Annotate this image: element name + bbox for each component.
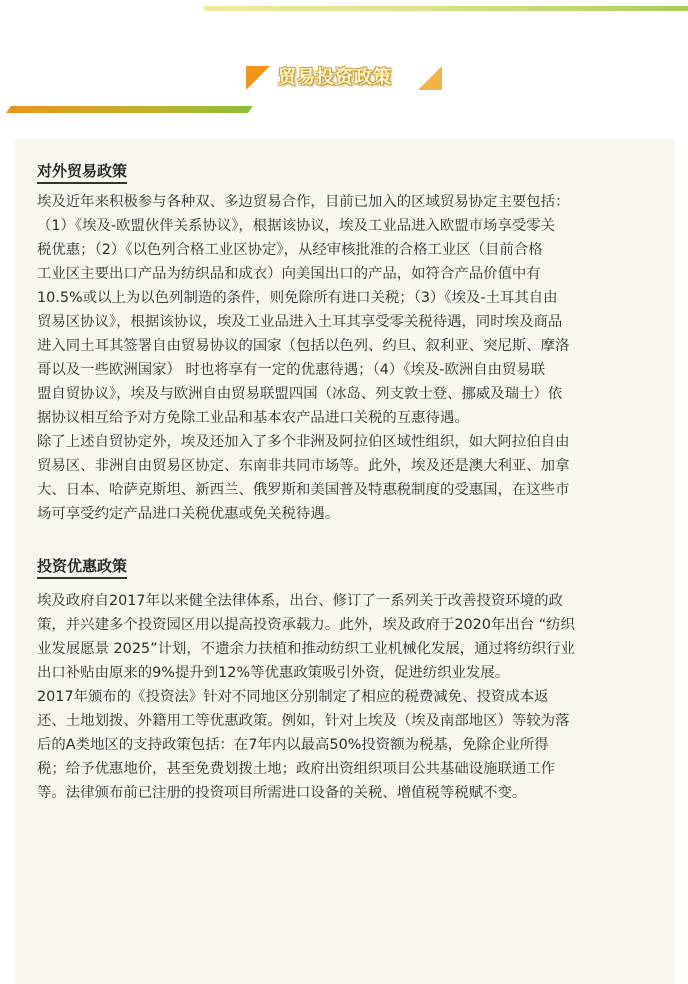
page-title: 贸易投资政策 [278,67,392,88]
left-triangle-ornament [246,66,270,90]
content-panel [15,139,675,984]
investment-paragraph-1: 埃及政府自2017年以来健全法律体系，出台、修订了一系列关于改善投资环境的政 策，并兴建多个投资园区用以提高投资承载力。此外，埃及政府于2020年出台 “纺织 业发展愿景 2025”计划，不遗余力扶植和推动纺织工业机械化发展，通过将纺织行业 出口补贴由原来的9%提升到12%等优惠政策吸引外资，促进纺织业发展。 [37,593,575,681]
content-body [37,161,665,805]
trade-paragraph-1: 埃及近年来积极参与各种双、多边贸易合作，目前已加入的区域贸易协定主要包括： （1）《埃及-欧盟伙伴关系协议》，根据该协议，埃及工业品进入欧盟市场享受零关 税优惠；（2）《以色列合格工业区协定》，从经审核批准的合格工业区（目前合格 工业区主要出口产品为纺织品和成衣）向美国出口的产品，如符合产品价值中有 10.5%或以上为以色列制造的条件，则免除所有进口关税；（3）《埃及-土耳其自由 贸易区协议》，根据该协议，埃及工业品进入土耳其享受零关税待遇，同时埃及商品 进入同土耳其签署自由贸易协议的国家（包括以色列、约旦、叙利亚、突尼斯、摩洛 哥以及一些欧洲国家） 时也将享有一定的优惠待遇；（4）《埃及-欧洲自由贸易联 盟自贸协议》，埃及与欧洲自由贸易联盟四国（冰岛、列支敦士登、挪威及瑞士）依 据协议相互给予对方免除工业品和基本农产品进口关税的互惠待遇。 [37,194,570,426]
right-triangle-ornament [418,66,442,90]
section-title-trade: 对外贸易政策 [37,161,127,184]
top-decorative-stripe [204,6,688,11]
investment-paragraph-2: 2017年颁布的《投资法》针对不同地区分别制定了相应的税费减免、投资成本返 还、土地划拨、外籍用工等优惠政策。例如，针对上埃及（埃及南部地区）等较为落 后的A类地区的支持政策包括：在7年内以最高50%投资额为税基，免除企业所得 税；给予优惠地价，甚至免费划拨土地；政府出资组织项目公共基础设施联通工作 等。法律颁布前已注册的投资项目所需进口设备的关税、增值税等税赋不变。 [37,689,570,801]
section-title-investment: 投资优惠政策 [37,556,127,579]
trade-paragraph-2: 除了上述自贸协定外，埃及还加入了多个非洲及阿拉伯区域性组织，如大阿拉伯自由 贸易区、非洲自由贸易区协定、东南非共同市场等。此外，埃及还是澳大利亚、加拿 大、日本、哈萨克斯坦、新西兰、俄罗斯和美国普及特惠税制度的受惠国，在这些市 场可享受约定产品进口关税优惠或免关税待遇。 [37,434,570,522]
section-header [0,58,688,98]
investment-policy-section [37,556,665,805]
header-underline-stripe [6,106,253,113]
trade-policy-section [37,161,665,526]
